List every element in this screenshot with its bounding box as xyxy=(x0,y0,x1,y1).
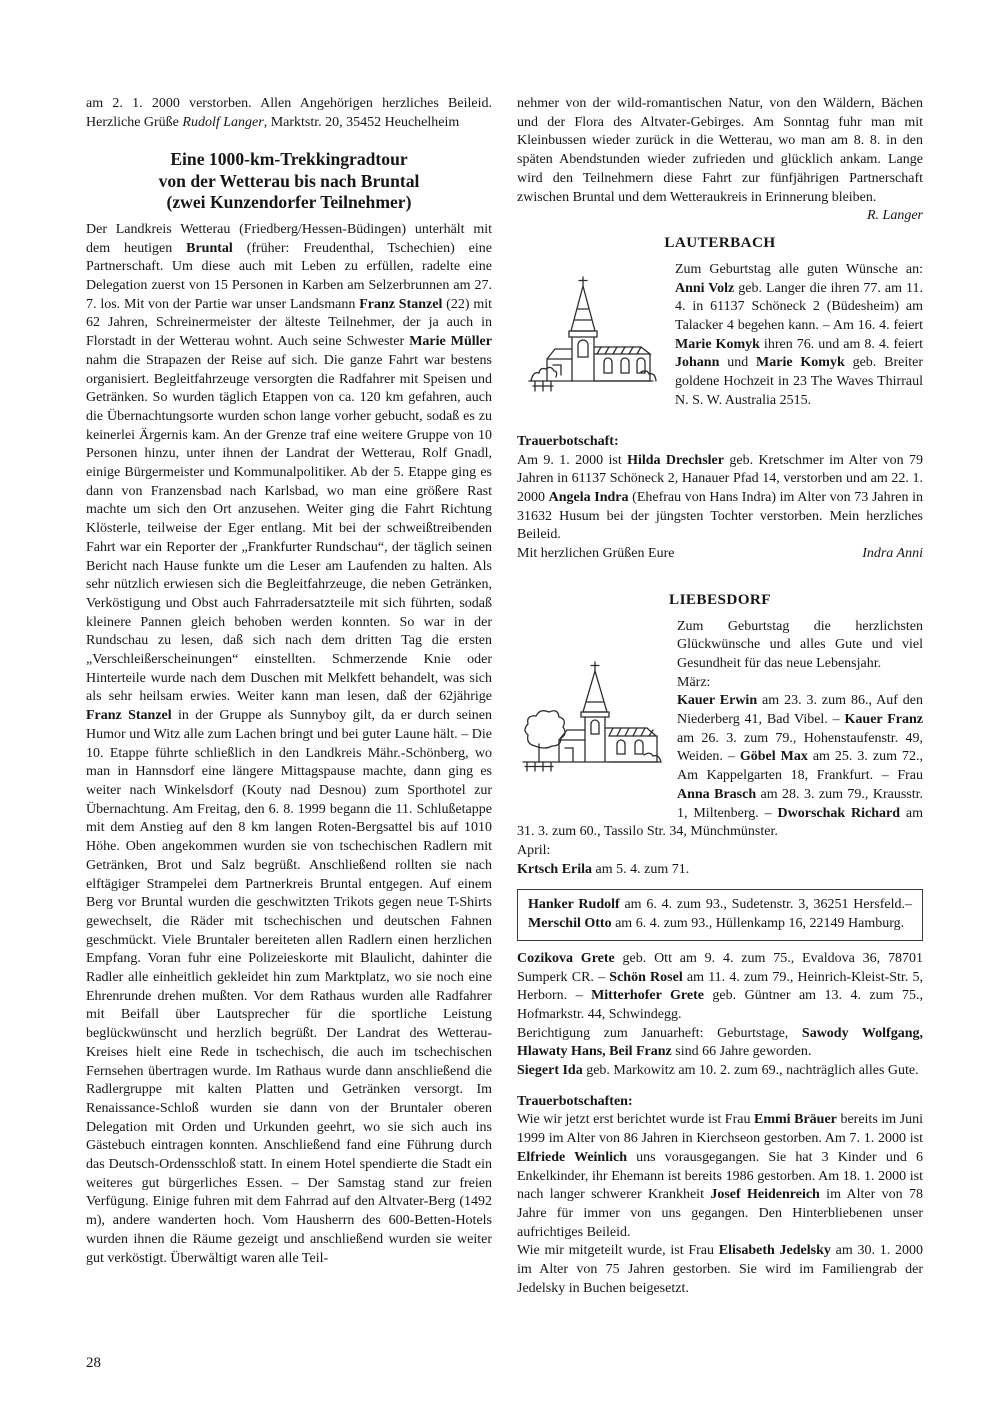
lauterbach-closing-row xyxy=(517,545,923,564)
liebesdorf-obituary-1: Wie wir jetzt erst berichtet wurde ist Frau Emmi Bräuer bereits im Juni 1999 im Alter von 86 Jahren in Kierchseon gestorben. Am 7. 1. 2000 ist Elfriede Weinlich uns vorausgegangen. Sie hat 3 Kinder und 6 Enkelkinder, ihr Ehemann ist bereits 1986 gestorben. Am 18. 1. 2000 ist nach langer schwerer Krankheit Josef Heidenreich im Alter von 78 Jahre für immer von uns gegangen. Den Hinterbliebenen unser aufrichtiges Beileid. xyxy=(517,1112,923,1240)
boxed-birthday-note-text: Hanker Rudolf am 6. 4. zum 93., Sudetenstr. 3, 36251 Hersfeld.– Merschil Otto am 6. 4. zum 93., Hüllenkamp 16, 22149 Hamburg. xyxy=(528,897,912,932)
article-body: Der Landkreis Wetterau (Friedberg/Hessen-Büdingen) unterhält mit dem heutigen Bruntal (früher: Freudenthal, Tschechien) eine Partnerschaft. Um diese auch mit Leben zu erfüllen, radelte eine Delegation zuerst von 15 Personen in Karben am Selzerbrunnen am 27. 7. los. Mit von der Partie war unser Landsmann Franz Stanzel (22) mit 62 Jahren, Schreinermeister der älteste Teilnehmer, der ja auch in Florstadt in der Wetterau wohnt. Auch seine Schwester Marie Müller nahm die Strapazen der Reise auf sich. Die ganze Fahrt war bestens organisiert. Begleitfahrzeuge versorgten die Radfahrer mit Speisen und Getränken. So wurden täglich Etappen von ca. 120 km gefahren, auch die Übernachtungsorte wurden schon lange vorher gebucht, sodaß es zu keinerlei Ärgernis kam. An der Grenze traf eine weitere Gruppe von 10 Personen hinzu, unter ihnen der Landrat der Wetterau, Rolf Gnadl, einige Bürgermeister und Kommunalpolitiker. Ab der 5. Etappe ging es dann von Franzensbad nach Karlsbad, wo man eine größere Rast machte um sich den Ort anzusehen. Weiter ging die Fahrt Richtung Klösterle, teilweise der Eger entlang. Mit bei der schweißtreibenden Fahrt war ein Reporter der „Frankfurter Rundschau“, der täglich seinen Bericht nach Hause funkte um die Leser am Laufenden zu halten. Als sehr nützlich erwiesen sich die Begleitfahrzeuge, die neben Getränken, Verköstigung und Obst auch Fahrradersatzteile mit sich führten, sodaß kleinere Pannen gleich behoben werden konnten. So war in der Rundschau zu lesen, daß sich nach dem dritten Tag die ersten „Verschleißerscheinungen“ einstellten. Schmerzende Knie oder Hinterteile wurde nach dem Duschen mit Melkfett behandelt, was sich als sehr heilsam erwies. Weiter kann man lesen, daß der 62jährige Franz Stanzel in der Gruppe als Sunnyboy gilt, da er durch seinen Humor und Witz alle zum Lachen bringt und bei guter Laune hält. – Die 10. Etappe führte schließlich in den Landkreis Mähr.-Schönberg, wo man in Hannsdorf eine längere Mittagspause machte, dann ging es weiter nach Winkelsdorf (Kouty nad Desnou) zum Sporthotel zur Übernachtung. Am Freitag, den 6. 8. 1999 begann die 11. Schlußetappe mit dem Anstieg auf den 8 km langen Roten-Bergsattel bis auf 1010 Höhe. Oben angekommen wurden sie von tschechischen Radlern mit Getränken, Brot und Salz begrüßt. Anschließend rollten sie nach elftägiger Strampelei dem Partnerkreis Bruntal entgegen. Auf einem Berg vor Bruntal wurden die geschwitzten Trikots gegen neue T-Shirts gewechselt, die Räder mit tschechischen und deutschen Fahnen geschmückt. Viele Bruntaler bereiteten allen Radlern einen herzlichen Empfang. Voran fuhr eine Polizeieskorte mit Blaulicht, dahinter die Radler alle einheitlich gekleidet hin zum Marktplatz, wo sie noch eine Ehrenrunde drehen mußten. Vor dem Rathaus wurden alle Radfahrer mit Beifall über Lautsprecher für die sportliche Leistung beglückwünscht und herzlich begrüßt. Der Landrat des Wetterau-Kreises hielt eine Rede in tschechisch, die auch im tschechischen Fernsehen übertragen wurde. Im Rathaus wurde dann anschließend die Radlergruppe mit kalten Platten und Getränken versorgt. Im Renaissance-Schloß wurden sie dann von der Bruntaler oberen Delegation mit Orden und Urkunden geehrt, wo sie sich auch ins Gästebuch eintragen konnten. Anschließend fand eine Führung durch das Deutsch-Ordensschloß statt. In einem Hotel spendierte die Stadt ein weiteres gut bürgerliches Essen. – Der Samstag stand zur freien Verfügung. Einige fuhren mit dem Fahrrad auf den Altvater-Berg (1492 m), andere wanderten hoch. Vom Hausherrn des 600-Betten-Hotels wurden ihnen die Räume gezeigt und anschließend wurden sie weiter gut verköstigt. Überwältigt waren alle Teil- xyxy=(86,221,492,1266)
carryover-paragraph: am 2. 1. 2000 verstorben. Allen Angehörigen herzliches Beileid. Herzliche Grüße Rudolf Langer, Marktstr. 20, 35452 Heuchelheim xyxy=(86,96,492,130)
right-column xyxy=(517,95,923,1298)
lauterbach-obituary-heading: Trauerbotschaft: xyxy=(517,433,619,449)
january-correction-note: Berichtigung zum Januarheft: Geburtstage, Sawody Wolfgang, Hlawaty Hans, Beil Franz sind 66 Jahre geworden. xyxy=(517,1025,923,1060)
lauterbach-closing-signature: Indra Anni xyxy=(862,546,923,562)
lauterbach-closing-text: Mit herzlichen Grüßen Eure xyxy=(517,546,675,562)
article-continuation-text: nehmer von der wild-romantischen Natur, von den Wäldern, Bächen und der Flora des Altvater-Gebirges. Am Sonntag fuhr man mit Kleinbussen wieder zurück in die Wetterau, wo man am 8. 8. in den späten Abendstunden wieder zufrieden und glücklich ankam. Lange wird den Teilnehmern diese Fahrt zur fünfjährigen Partnerschaft zwischen Bruntal und dem Wetteraukreis in Erinnerung bleiben. xyxy=(517,96,923,205)
liebesdorf-obituary-2: Wie mir mitgeteilt wurde, ist Frau Elisabeth Jedelsky am 30. 1. 2000 im Alter von 75 Jahren gestorben. Sie wird im Familiengrab der Jedelsky in Buchen beigesetzt. xyxy=(517,1243,923,1296)
left-column xyxy=(86,95,492,1268)
section-lauterbach xyxy=(517,234,923,564)
article-title-line-3: (zwei Kunzendorfer Teilnehmer) xyxy=(166,192,412,213)
lauterbach-content xyxy=(517,261,923,564)
siegert-belated-note: Siegert Ida geb. Markowitz am 10. 2. zum 69., nachträglich alles Gute. xyxy=(517,1063,919,1079)
page-number: 28 xyxy=(86,1355,101,1371)
church-illustration xyxy=(517,263,665,431)
liebesdorf-content xyxy=(517,618,923,1299)
lauterbach-obituary: Am 9. 1. 2000 ist Hilda Drechsler geb. Kretschmer im Alter von 79 Jahren in 61137 Schöneck 2, Hanauer Pfad 14, verstorben und am 22. 1. 2000 Angela Indra (Ehefrau von Hans Indra) im Alter von 73 Jahren in 31632 Husum bei der jüngsten Tochter verstorben. Mein herzliches Beileid. xyxy=(517,452,924,543)
boxed-birthday-note xyxy=(517,889,923,940)
lauterbach-heading: LAUTERBACH xyxy=(664,234,776,252)
section-liebesdorf xyxy=(517,591,923,1299)
more-birthday-entries: Cozikova Grete geb. Ott am 9. 4. zum 75., Evaldova 36, 78701 Sumperk CR. – Schön Rosel am 11. 4. zum 79., Heinrich-Kleist-Str. 5, Herborn. – Mitterhofer Grete geb. Güntner am 13. 4. zum 75., Hofmarkstr. 44, Schwindegg. xyxy=(517,950,924,1022)
article-title-line-2: von der Wetterau bis nach Bruntal xyxy=(158,170,420,191)
article-title-line-1: Eine 1000-km-Trekkingradtour xyxy=(170,149,408,170)
march-birthday-entries: Kauer Erwin am 23. 3. zum 86., Auf den Niederberg 41, Bad Vibel. – Kauer Franz am 26. 3. zum 79., Hohenstaufenstr. 49, Weiden. – Göbel Max am 25. 3. zum 72., Am Kappelgarten 18, Frankfurt. – Frau Anna Brasch am 28. 3. zum 79., Krausstr. 1, Miltenberg. – Dworschak Richard am 31. 3. zum 60., Tassilo Str. 34, Münchmünster. xyxy=(517,693,924,840)
liebesdorf-heading: LIEBESDORF xyxy=(669,590,771,608)
april-birthday-entry: Krtsch Erila am 5. 4. zum 71. xyxy=(517,861,690,877)
article-continuation xyxy=(517,95,923,224)
lauterbach-birthday-wishes: Zum Geburtstag alle guten Wünsche an: Anni Volz geb. Langer die ihren 77. am 11. 4. in 61137 Schöneck 2 (Büdesheim) am Talacker 4 begehen kann. – Am 16. 4. feiert Marie Komyk ihren 76. und am 8. 4. feiert Johann und Marie Komyk geb. Breiter goldene Hochzeit in 23 The Waves Thirraul N. S. W. Australia 2515. xyxy=(675,261,924,408)
liebesdorf-intro: Zum Geburtstag die herzlichsten Glückwünsche und alles Gute und viel Gesundheit für das neue Lebensjahr. xyxy=(677,618,923,671)
article-author-signature: R. Langer xyxy=(867,208,923,224)
april-label: April: xyxy=(517,842,551,858)
church-illustration xyxy=(517,620,667,806)
two-column-layout xyxy=(86,95,922,1298)
article-title xyxy=(90,149,488,214)
march-label: März: xyxy=(677,674,711,690)
liebesdorf-obituaries-heading: Trauerbotschaften: xyxy=(517,1093,633,1109)
